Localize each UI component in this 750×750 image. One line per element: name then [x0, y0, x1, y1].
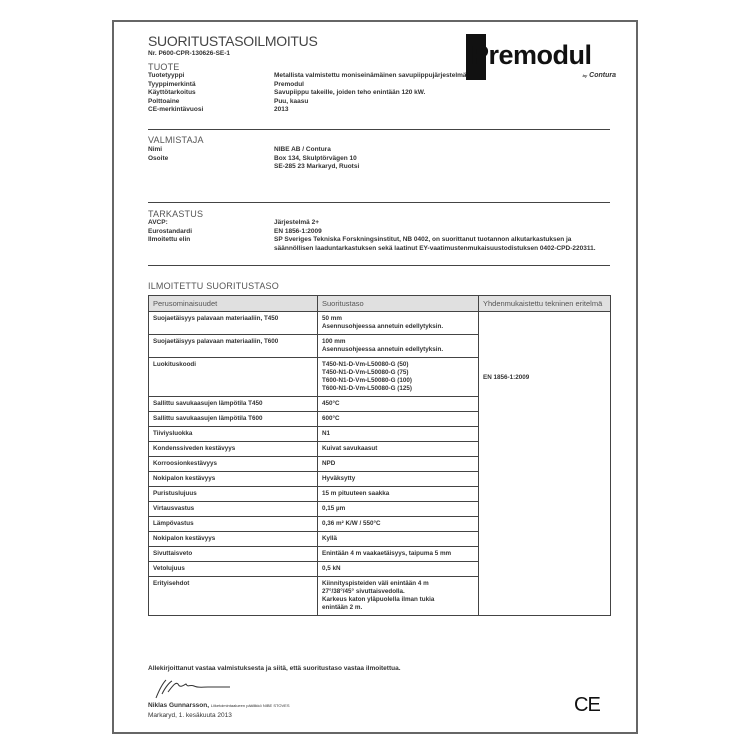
document-title: SUORITUSTASOILMOITUS	[148, 33, 318, 49]
table-row: Erityisehdot Kiinnityspisteiden väli enintään 4 m 27°/38°/45° sivuttaisvedolla. Karkeus katon yläpuolella ilman tukia enintään 2 m.	[149, 577, 611, 616]
signature-image	[152, 678, 232, 700]
inspection-section: AVCP: Järjestelmä 2+ Eurostandardi EN 1856-1:2009 Ilmoitettu elin SP Sveriges Tekniska Forskningsinstitut, NB 0402, on suorittanut tuotannon alkutarkastuksen ja säännöllisen laaduntarkastuksen sekä laatinut EY-vaatimustenmukaisuustodistuksen 0402-CPD-220311.	[148, 219, 596, 252]
table-row: Sallittu savukaasujen lämpötila T600 600°C	[149, 412, 611, 427]
table-row: Suojaetäisyys palavaan materiaaliin, T450 50 mm Asennusohjeessa annetuin edellytyksin. EN 1856-1:2009	[149, 312, 611, 335]
table-row: Kondenssiveden kestävyys Kuivat savukaasut	[149, 442, 611, 457]
table-row: Virtausvastus 0,15 µm	[149, 502, 611, 517]
document-number: Nr. P600-CPR-130626-SE-1	[148, 50, 231, 57]
product-section: Tuotetyyppi Metallista valmistettu moniseinämäinen savupiippujärjestelmä Tyyppimerkintä Premodul Käyttötarkoitus Savupiippu takeille, joiden teho enintään 120 kW. Polttoaine Puu, kaasu CE-merkintävuosi 2013	[148, 72, 467, 114]
manufacturer-section: Nimi NIBE AB / Contura Osoite Box 134, Skulptörvägen 10 SE-285 23 Markaryd, Ruotsi	[148, 146, 360, 171]
table-row: Nokipalon kestävyys Hyväksytty	[149, 472, 611, 487]
table-row: Sallittu savukaasujen lämpötila T450 450°C	[149, 397, 611, 412]
premodul-logo: Premodul by Contura	[466, 34, 616, 80]
table-row: Tiiviysluokka N1	[149, 427, 611, 442]
divider	[148, 265, 610, 266]
table-row: Luokituskoodi T450-N1-D-Vm-L50080-G (50) T450-N1-D-Vm-L50080-G (75) T600-N1-D-Vm-L50080-G (100) T600-N1-D-Vm-L50080-G (125)	[149, 358, 611, 397]
ce-mark-icon: CE	[574, 694, 600, 716]
signer: Niklas Gunnarsson, Liiketoimintaalueen päällikkö NIBE STOVES	[148, 702, 290, 709]
signature-statement: Allekirjoittanut vastaa valmistuksesta ja siitä, että suoritustaso vastaa ilmoitettua.	[148, 665, 401, 672]
table-row: Nokipalon kestävyys Kyllä	[149, 532, 611, 547]
table-row: Puristuslujuus 15 m pituuteen saakka	[149, 487, 611, 502]
declaration-page	[112, 20, 638, 734]
table-row: Lämpövastus 0,36 m² K/W / 550°C	[149, 517, 611, 532]
table-row: Suojaetäisyys palavaan materiaaliin, T600 100 mm Asennusohjeessa annetuin edellytyksin.	[149, 335, 611, 358]
standard-cell: EN 1856-1:2009	[479, 312, 611, 616]
table-row: Sivuttaisveto Enintään 4 m vaakaetäisyys, taipuma 5 mm	[149, 547, 611, 562]
table-header-row: Perusominaisuudet Suoritustaso Yhdenmukaistettu tekninen eritelmä	[149, 296, 611, 312]
table-row: Korroosionkestävyys NPD	[149, 457, 611, 472]
performance-table	[148, 295, 611, 616]
divider	[148, 202, 610, 203]
inspection-heading: TARKASTUS	[148, 209, 204, 219]
place-date: Markaryd, 1. kesäkuuta 2013	[148, 712, 232, 719]
performance-heading: ILMOITETTU SUORITUSTASO	[148, 281, 279, 291]
manufacturer-heading: VALMISTAJA	[148, 135, 204, 145]
table-row: Vetolujuus 0,5 kN	[149, 562, 611, 577]
product-heading: TUOTE	[148, 62, 180, 72]
divider	[148, 129, 610, 130]
